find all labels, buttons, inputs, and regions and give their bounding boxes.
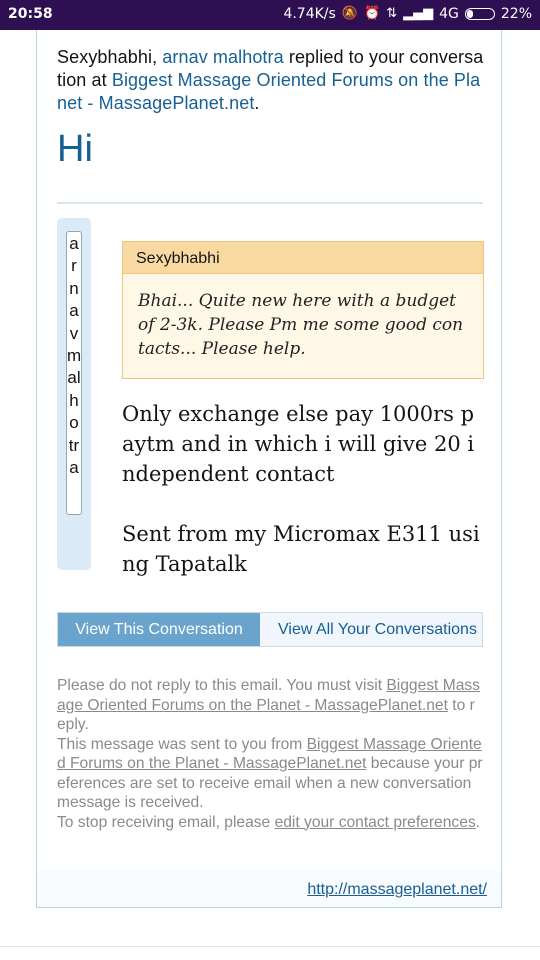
quote-block	[122, 241, 484, 379]
network-type: 4G	[439, 6, 459, 22]
battery-percent: 22%	[500, 6, 532, 22]
forum-link[interactable]: Biggest Massage Oriented Forums on the Planet - MassagePlanet.net	[57, 735, 482, 772]
view-all-conversations-link[interactable]: View All Your Conversations	[278, 621, 477, 638]
intro-middle-text: replied to your conversation at	[57, 47, 484, 90]
data-transfer-icon: ⇅	[386, 6, 398, 21]
avatar-username[interactable]: arnavmalhotra	[66, 231, 82, 515]
note-text: To stop receiving email, please	[57, 813, 275, 831]
note-text: because your preferences are set to receive email when a new conversation message is received.	[57, 755, 483, 811]
quote-text: Bhai... Quite new here with a budget of 2-3k. Please Pm me some good contacts... Please help.	[138, 291, 464, 359]
status-indicators	[283, 6, 532, 22]
message-text: Only exchange else pay 1000rs paytm and in which i will give 20 independent contact Sent from my Micromax E311 using Tapatalk	[122, 402, 480, 576]
status-bar	[0, 0, 540, 30]
replier-link[interactable]: arnav malhotra	[162, 47, 284, 67]
site-link[interactable]: Biggest Massage Oriented Forums on the Planet - MassagePlanet.net	[57, 70, 481, 113]
note-text: to reply.	[57, 696, 475, 733]
alarm-icon: ⏰	[364, 6, 381, 21]
action-bar	[57, 612, 483, 647]
status-time: 20:58	[8, 6, 53, 22]
mute-icon: 🔕	[341, 6, 359, 21]
email-card	[36, 30, 502, 908]
divider	[57, 202, 483, 204]
note-text: .	[475, 813, 481, 831]
note-text: This message was sent to you from	[57, 735, 307, 753]
note-text: Please do not reply to this email. You must visit	[57, 677, 387, 694]
quote-author: Sexybhabhi	[123, 242, 483, 274]
battery-icon	[465, 8, 495, 20]
greeting-heading: Hi	[57, 128, 93, 170]
view-conversation-button[interactable]: View This Conversation	[58, 613, 260, 646]
email-footer-notes	[57, 676, 483, 832]
footer-site-url[interactable]: http://massageplanet.net/	[307, 881, 487, 898]
intro-separator: ,	[152, 47, 163, 67]
sender-name: Sexybhabhi	[57, 47, 153, 67]
signal-icon: ▂▄▆	[403, 6, 434, 21]
net-speed: 4.74K/s	[283, 6, 336, 22]
notification-intro	[57, 46, 485, 115]
forum-link[interactable]: Biggest Massage Oriented Forums on the Planet - MassagePlanet.net	[57, 677, 480, 714]
bottom-divider	[0, 946, 540, 947]
avatar-column	[57, 218, 91, 570]
email-body	[37, 30, 501, 871]
intro-end: .	[254, 93, 260, 113]
edit-preferences-link[interactable]: edit your contact preferences	[274, 813, 476, 831]
